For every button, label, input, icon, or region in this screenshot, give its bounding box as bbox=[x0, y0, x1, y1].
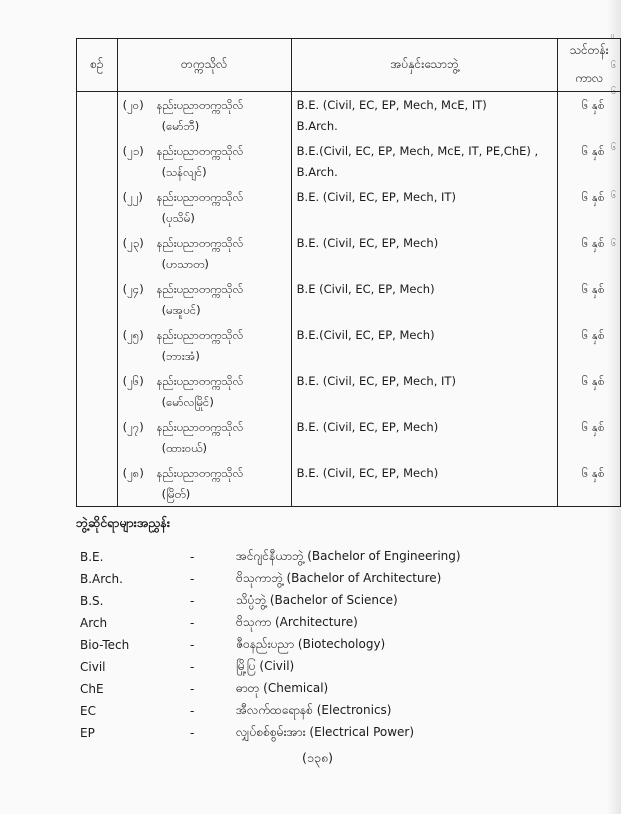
legend-desc: သိပ္ပံဘွဲ့ (Bachelor of Science) bbox=[236, 593, 398, 607]
page-number: (၁၃၈) bbox=[302, 750, 333, 765]
row-number: (၂၅) bbox=[122, 328, 144, 342]
table-header-row bbox=[77, 39, 621, 92]
header-no: စဉ် bbox=[77, 39, 118, 92]
legend-desc: ဗိသုကာဘွဲ့ (Bachelor of Architecture) bbox=[236, 571, 442, 585]
header-duration bbox=[558, 39, 621, 92]
legend-abbr: Arch bbox=[80, 616, 108, 630]
degree-line: B.E (Civil, EC, EP, Mech) bbox=[296, 282, 435, 296]
legend-dash: - bbox=[190, 572, 195, 586]
list-item bbox=[80, 612, 461, 634]
abbreviation-legend bbox=[80, 546, 461, 744]
row-number: (၂၀) bbox=[122, 98, 144, 112]
legend-desc: ဇီဝနည်းပညာ (Biotechology) bbox=[236, 637, 386, 651]
list-item bbox=[80, 700, 461, 722]
table-row bbox=[77, 414, 621, 460]
legend-dash: - bbox=[190, 638, 195, 652]
edge-mark: ၆ bbox=[611, 191, 617, 201]
university-name: နည်းပညာတက္ကသိုလ် bbox=[156, 282, 244, 296]
university-city: (မော်ဘီ) bbox=[161, 119, 200, 133]
row-number: (၂၆) bbox=[122, 374, 144, 388]
legend-abbr: Civil bbox=[80, 660, 106, 674]
table-row bbox=[77, 184, 621, 230]
header-duration-line1: သင်တန်း bbox=[569, 43, 609, 57]
degree-line: B.E.(Civil, EC, EP, Mech, McE, IT, PE,ChE) , bbox=[296, 144, 539, 158]
degree-line: B.E. (Civil, EC, EP, Mech, IT) bbox=[296, 190, 456, 204]
legend-dash: - bbox=[190, 704, 195, 718]
legend-abbr: B.E. bbox=[80, 550, 104, 564]
degree-line: B.E. (Civil, EC, EP, Mech, McE, IT) bbox=[296, 98, 487, 112]
table-row bbox=[77, 138, 621, 184]
university-name: နည်းပညာတက္ကသိုလ် bbox=[156, 144, 244, 158]
legend-abbr: EP bbox=[80, 726, 95, 740]
row-number: (၂၂) bbox=[122, 190, 143, 204]
legend-dash: - bbox=[190, 616, 195, 630]
list-item bbox=[80, 722, 461, 744]
university-city: (ဟသာတ) bbox=[161, 257, 209, 271]
row-number: (၂၁) bbox=[122, 144, 144, 158]
duration: ၆ နှစ် bbox=[581, 328, 605, 342]
duration: ၆ နှစ် bbox=[581, 420, 605, 434]
university-city: (ထားဝယ်) bbox=[161, 441, 207, 455]
duration: ၆ နှစ် bbox=[581, 374, 605, 388]
university-city: (မော်လမြိုင်) bbox=[161, 395, 214, 409]
degree-line: B.E. (Civil, EC, EP, Mech) bbox=[296, 466, 439, 480]
legend-desc: အီလက်ထရောနစ် (Electronics) bbox=[236, 703, 392, 717]
table-row bbox=[77, 92, 621, 139]
row-number: (၂၃) bbox=[122, 236, 144, 250]
edge-mark: ၆ bbox=[611, 143, 617, 153]
list-item bbox=[80, 678, 461, 700]
legend-dash: - bbox=[190, 550, 195, 564]
list-item bbox=[80, 590, 461, 612]
edge-mark: ။ bbox=[611, 31, 614, 41]
degree-line: B.Arch. bbox=[296, 165, 338, 179]
list-item bbox=[80, 656, 461, 678]
legend-desc: ဓာတု (Chemical) bbox=[236, 681, 329, 695]
university-name: နည်းပညာတက္ကသိုလ် bbox=[156, 466, 244, 480]
legend-desc: မြို့ပြ (Civil) bbox=[236, 659, 295, 673]
duration: ၆ နှစ် bbox=[581, 282, 605, 296]
legend-desc: ဗိသုကာ (Architecture) bbox=[236, 615, 358, 629]
table-row bbox=[77, 322, 621, 368]
degree-line: B.E. (Civil, EC, EP, Mech) bbox=[296, 236, 439, 250]
header-university: တက္ကသိုလ် bbox=[117, 39, 291, 92]
header-degrees: အပ်နှင်းသောဘွဲ့ bbox=[291, 39, 558, 92]
row-number: (၂၈) bbox=[122, 466, 144, 480]
universities-table bbox=[76, 38, 621, 507]
legend-dash: - bbox=[190, 594, 195, 608]
list-item bbox=[80, 634, 461, 656]
duration: ၆ နှစ် bbox=[581, 98, 605, 112]
degree-line: B.E. (Civil, EC, EP, Mech, IT) bbox=[296, 374, 456, 388]
degree-line: B.Arch. bbox=[296, 119, 338, 133]
legend-abbr: B.S. bbox=[80, 594, 104, 608]
edge-mark: ၆ bbox=[611, 87, 617, 97]
university-name: နည်းပညာတက္ကသိုလ် bbox=[156, 190, 244, 204]
university-name: နည်းပညာတက္ကသိုလ် bbox=[156, 420, 244, 434]
legend-abbr: EC bbox=[80, 704, 96, 718]
university-name: နည်းပညာတက္ကသိုလ် bbox=[156, 236, 244, 250]
degree-line: B.E. (Civil, EC, EP, Mech) bbox=[296, 420, 439, 434]
edge-mark: ၆ bbox=[611, 61, 617, 71]
duration: ၆ နှစ် bbox=[581, 466, 605, 480]
university-city: (မအူပင်) bbox=[161, 303, 201, 317]
table-row bbox=[77, 230, 621, 276]
university-city: (သန်လျင်) bbox=[161, 165, 207, 179]
university-name: နည်းပညာတက္ကသိုလ် bbox=[156, 98, 244, 112]
duration: ၆ နှစ် bbox=[581, 236, 605, 250]
table-row bbox=[77, 276, 621, 322]
legend-dash: - bbox=[190, 660, 195, 674]
university-city: (ပုသိမ်) bbox=[161, 211, 195, 225]
degree-line: B.E.(Civil, EC, EP, Mech) bbox=[296, 328, 435, 342]
list-item bbox=[80, 568, 461, 590]
duration: ၆ နှစ် bbox=[581, 144, 605, 158]
table-row bbox=[77, 368, 621, 414]
row-number: (၂၄) bbox=[122, 282, 144, 296]
header-duration-line2: ကာလ bbox=[575, 71, 604, 85]
legend-desc: အင်ဂျင်နီယာဘွဲ့ (Bachelor of Engineering) bbox=[236, 549, 461, 563]
university-city: (မြိတ်) bbox=[161, 487, 191, 501]
legend-abbr: B.Arch. bbox=[80, 572, 123, 586]
list-item bbox=[80, 546, 461, 568]
duration: ၆ နှစ် bbox=[581, 190, 605, 204]
university-name: နည်းပညာတက္ကသိုလ် bbox=[156, 374, 244, 388]
legend-dash: - bbox=[190, 682, 195, 696]
university-city: (ဘားအံ) bbox=[161, 349, 200, 363]
legend-abbr: ChE bbox=[80, 682, 104, 696]
university-name: နည်းပညာတက္ကသိုလ် bbox=[156, 328, 244, 342]
legend-abbr: Bio-Tech bbox=[80, 638, 130, 652]
legend-desc: လျှပ်စစ်စွမ်းအား (Electrical Power) bbox=[236, 725, 415, 739]
legend-title: ဘွဲ့ဆိုင်ရာများအညွှန်း bbox=[76, 515, 171, 530]
edge-mark: ၆ bbox=[611, 239, 617, 249]
row-number: (၂၇) bbox=[122, 420, 144, 434]
table-row bbox=[77, 460, 621, 507]
legend-dash: - bbox=[190, 726, 195, 740]
